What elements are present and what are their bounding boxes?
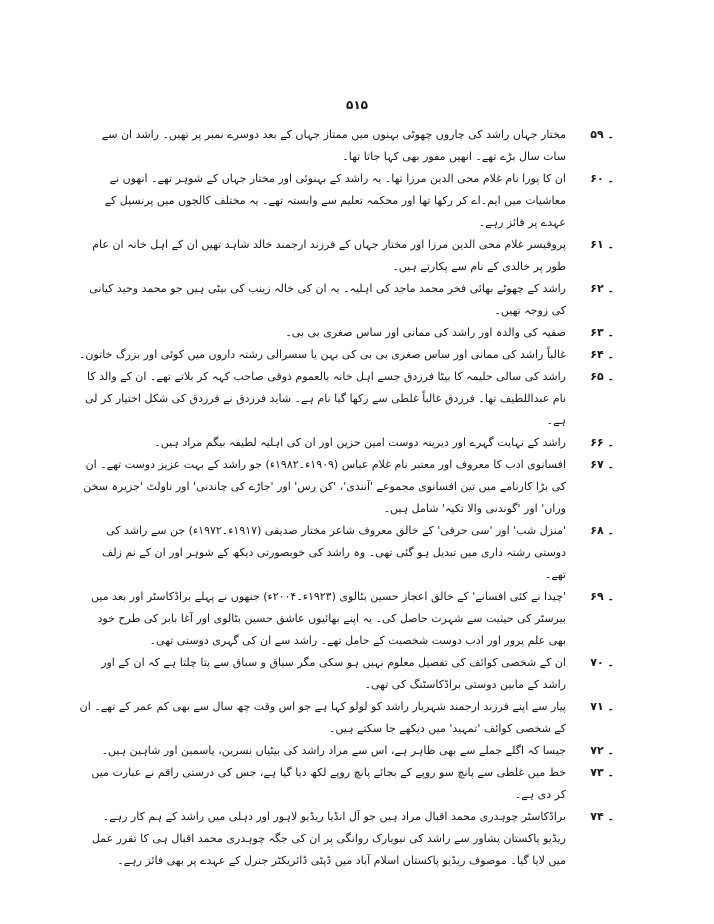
footnote-text: مختار جہاں راشد کی چاروں چھوٹی بہنوں میں ممتاز جہاں کے بعد دوسرے نمبر پر تھیں۔ راشد ان سے سات سال بڑے تھے۔ انھیں مفور بھی کہا جاتا تھا۔ <box>101 128 566 163</box>
footnote-number: ۶۱ ۔ <box>590 238 614 251</box>
footnote <box>78 740 614 762</box>
footnote <box>78 454 614 520</box>
footnote <box>78 234 614 278</box>
footnote <box>78 322 614 344</box>
footnote-number: ۶۳ ۔ <box>590 326 614 339</box>
footnote-text: جیسا کہ اگلے جملے سے بھی ظاہر ہے، اس سے مراد راشد کی بیٹیاں نسرین، یاسمین اور شاہین ہیں۔ <box>101 744 566 757</box>
footnote-text: ان کے شخصی کوائف کی تفصیل معلوم نہیں ہو سکی مگر سیاق و سباق سے پتا چلتا ہے کہ ان کے اور راشد کے مابین دوستی براڈکاسٹنگ کی تھی۔ <box>101 656 566 691</box>
footnote-text: 'چیدا نے کئی افسانے' کے خالق اعجاز حسین بٹالوی (۱۹۲۳ء۔۲۰۰۴ء) جنھوں نے پہلے براڈکاسٹر اور بعد میں بیرسٹر کی حیثیت سے شہرت حاصل کی۔ یہ اپنے بھائیوں عاشق حسین بٹالوی اور آغا بابر کی طرح خود بھی علم پرور اور ادب دوست شخصیت کے حامل تھے۔ راشد سے ان کی گہری دوستی تھی۔ <box>91 590 566 647</box>
footnote-text: خط میں غلطی سے پانچ سو روپے کے بجائے پانچ روپے لکھ دیا گیا ہے، جس کی درستی راقم نے عبارت میں کر دی ہے۔ <box>91 766 566 801</box>
footnote-text: ان کا پورا نام غلام محی الدین مرزا تھا۔ یہ راشد کے بہنوئی اور مختار جہاں کے شوہر تھے۔ انھوں نے معاشیات میں ایم۔اے کر رکھا تھا اور محکمہ تعلیم سے وابستہ تھے۔ یہ مختلف کالجوں میں پرنسپل کے عہدے پر فائز رہے۔ <box>104 172 566 229</box>
footnote-text: پروفیسر غلام محی الدین مرزا اور مختار جہاں کے فرزند ارجمند خالد شاہد تھیں ان کے اہل خانہ ان عام طور پر خالدی کے نام سے پکارتے ہیں۔ <box>92 238 566 273</box>
footnote-text: غالباً راشد کی ممانی اور ساس صغری بی بی کی بہن یا سسرالی رشتہ داروں میں کوئی اور بزرگ خاتون۔ <box>78 348 566 361</box>
footnote <box>78 168 614 234</box>
footnote-number: ۷۰ ۔ <box>590 656 614 669</box>
footnote <box>78 432 614 454</box>
footnote-number: ۷۱ ۔ <box>590 700 614 713</box>
footnote <box>78 520 614 586</box>
footnote <box>78 366 614 432</box>
footnote-number: ۵۹ ۔ <box>590 128 614 141</box>
footnote-number: ۷۲ ۔ <box>590 744 614 757</box>
footnote-number: ۷۳ ۔ <box>590 766 614 779</box>
footnote-text: پیار سے اپنے فرزند ارجمند شہریار راشد کو لولو کہا ہے جو اس وقت چھ سال سے بھی کم عمر کے تھے۔ ان کے شخصی کوائف 'تمہید' میں دیکھے جا سکتے ہیں۔ <box>79 700 566 735</box>
footnote-text: 'منزل شب' اور 'سی حرفی' کے خالق معروف شاعر مختار صدیقی (۱۹۱۷ء۔۱۹۷۲ء) جن سے راشد کی دوستی رشتہ داری میں تبدیل ہو گئی تھی۔ وہ راشد کی خوبصورتی دیکھ کے شوہر اور ان کے نم زلف تھے۔ <box>101 524 566 581</box>
footnote-number: ۶۰ ۔ <box>590 172 614 185</box>
footnote-number: ۶۸ ۔ <box>590 524 614 537</box>
footnote <box>78 278 614 322</box>
footnote-text: افسانوی ادب کا معروف اور معتبر نام غلام عباس (۱۹۰۹ء۔۱۹۸۲ء) جو راشد کے بہت عزیز دوست تھے۔ ان کی بڑا کارنامے میں تین افسانوی مجموعے 'آنندی'، 'کن رس' اور 'جاڑے کی چاندنی' اور ناولٹ 'جزیرہ سخن وراں' اور 'گوندنی والا تکیہ' شامل ہیں۔ <box>83 458 566 515</box>
footnote-text: راشد کے نہایت گہرے اور دیرینہ دوست امین حزیں اور ان کی اہلیہ لطیفہ بیگم مراد ہیں۔ <box>154 436 566 449</box>
footnote-text: راشد کے چھوٹے بھائی فخر محمد ماجد کی اہلیہ۔ یہ ان کی خالہ زینب کی بیٹی ہیں جو محمد وحید کیانی کی زوجہ تھیں۔ <box>89 282 566 317</box>
footnotes-list <box>78 124 614 872</box>
footnote <box>78 696 614 740</box>
footnote-number: ۷۴ ۔ <box>590 810 614 823</box>
footnote <box>78 652 614 696</box>
footnote-number: ۶۶ ۔ <box>590 436 614 449</box>
footnote-number: ۶۷ ۔ <box>590 458 614 471</box>
footnote-text: صفیہ کی والدہ اور راشد کی ممانی اور ساس صغری بی بی۔ <box>285 326 566 339</box>
footnote-text: راشد کی سالی حلیمہ کا بیٹا فرزدق جسے اہل خانہ بالعموم ذوقی صاحب کہہ کر بلاتے تھے۔ ان کے والد کا نام عبداللطیف تھا۔ فرزدق غالباً غلطی سے رکھا گیا نام ہے۔ شاید فرزدق نے فرزدق کی شکل اختیار کر لی ہے۔ <box>85 370 566 427</box>
footnote <box>78 762 614 806</box>
footnote <box>78 586 614 652</box>
footnote-number: ۶۲ ۔ <box>590 282 614 295</box>
footnote-number: ۶۹ ۔ <box>590 590 614 603</box>
footnote <box>78 806 614 872</box>
footnote-text: براڈکاسٹر چوہدری محمد اقبال مراد ہیں جو آل انڈیا ریڈیو لاہور اور دہلی میں راشد کے ہم کار رہے۔ ریڈیو پاکستان پشاور سے راشد کی نیویارک روانگی پر ان کی جگہ چوہدری محمد اقبال ہی کا تقرر عمل میں لایا گیا۔ موصوف ریڈیو پاکستان اسلام آباد میں ڈپٹی ڈائریکٹر جنرل کے عہدے پر بھی فائز رہے۔ <box>91 810 566 867</box>
page-number: ۵۱۵ <box>346 98 368 112</box>
footnote <box>78 124 614 168</box>
footnote-number: ۶۴ ۔ <box>590 348 614 361</box>
footnote-number: ۶۵ ۔ <box>590 370 614 383</box>
footnote <box>78 344 614 366</box>
